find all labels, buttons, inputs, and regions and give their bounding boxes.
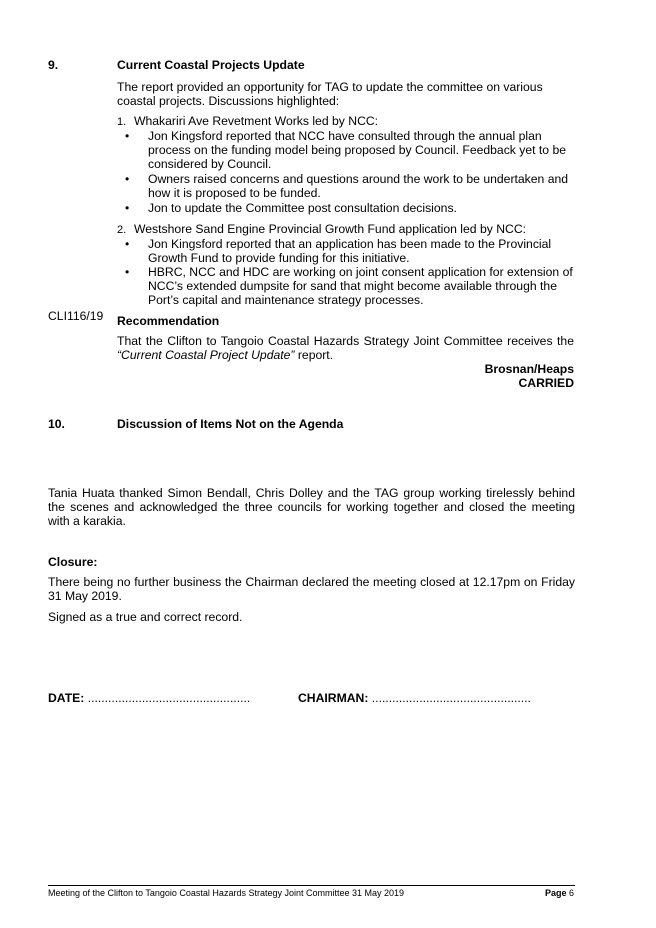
footer-page-number: 6 (568, 888, 574, 898)
recommendation-heading: Recommendation (117, 314, 220, 328)
item-1-bullet-2: Owners raised concerns and questions around the work to be undertaken and how it is proposed to be funded. (148, 172, 569, 201)
recommendation-line-2 (117, 348, 333, 362)
item-2-marker: 2. (117, 224, 127, 236)
bullet-icon: • (125, 172, 130, 186)
closure-text: There being no further business the Chairman declared the meeting closed at 12.17pm on Friday 31 May 2019. (48, 575, 575, 604)
recommendation-suffix: report. (294, 348, 334, 362)
section-9-title: Current Coastal Projects Update (117, 58, 305, 72)
item-2-bullet-1: Jon Kingsford reported that an application has been made to the Provincial Growth Fund to provide funding for this initiative. (148, 237, 552, 266)
footer-page-label: Page (544, 888, 567, 898)
item-1-marker: 1. (117, 116, 127, 128)
section-10-number: 10. (48, 417, 65, 431)
date-label: DATE: (48, 691, 85, 705)
item-1-bullet-1: Jon Kingsford reported that NCC have consulted through the annual plan process on the funding model being proposed by Council. Feedback yet to be considered by Council. (148, 129, 567, 172)
item-2-bullet-2: HBRC, NCC and HDC are working on joint consent application for extension of NCC’s extended dumpsite for sand that might become available through the Port’s capital and maintenance strategy processes. (148, 265, 573, 308)
bullet-icon: • (125, 129, 130, 143)
resolution-ref: CLI116/19 (48, 309, 104, 323)
mover-seconder: Brosnan/Heaps (484, 362, 574, 376)
bullet-icon: • (125, 237, 130, 251)
chairman-label: CHAIRMAN: (298, 691, 369, 705)
section-10-paragraph: Tania Huata thanked Simon Bendall, Chris Dolley and the TAG group working tirelessly behind the scenes and acknowledged the three councils for working together and closed the meeting with a karakia. (48, 486, 575, 529)
closure-heading: Closure: (48, 555, 98, 569)
date-dots: ................................................ (84, 691, 251, 705)
chairman-dots: ............................................... (368, 691, 531, 705)
outcome: CARRIED (518, 376, 574, 390)
item-2-text: Westshore Sand Engine Provincial Growth Fund application led by NCC: (134, 222, 527, 236)
date-signature-line (48, 691, 250, 705)
bullet-icon: • (125, 201, 130, 215)
bullet-icon: • (125, 265, 130, 279)
recommendation-text: That the Clifton to Tangoio Coastal Hazards Strategy Joint Committee receives the (117, 334, 574, 348)
recommendation-report-title: “Current Coastal Project Update” (117, 348, 295, 362)
item-1-text: Whakariri Ave Revetment Works led by NCC: (134, 114, 379, 128)
footer-meeting: Meeting of the Clifton to Tangoio Coastal Hazards Strategy Joint Committee 31 May 2019 (48, 888, 405, 898)
footer-page (545, 888, 574, 899)
section-9-number: 9. (48, 58, 59, 72)
footer-divider (48, 885, 575, 886)
signed-statement: Signed as a true and correct record. (48, 610, 243, 624)
section-10-title: Discussion of Items Not on the Agenda (117, 417, 344, 431)
chairman-signature-line (298, 691, 531, 705)
item-1-bullet-3: Jon to update the Committee post consultation decisions. (148, 201, 457, 215)
section-9-intro: The report provided an opportunity for TAG to update the committee on various coastal projects. Discussions highlighted: (117, 80, 543, 109)
